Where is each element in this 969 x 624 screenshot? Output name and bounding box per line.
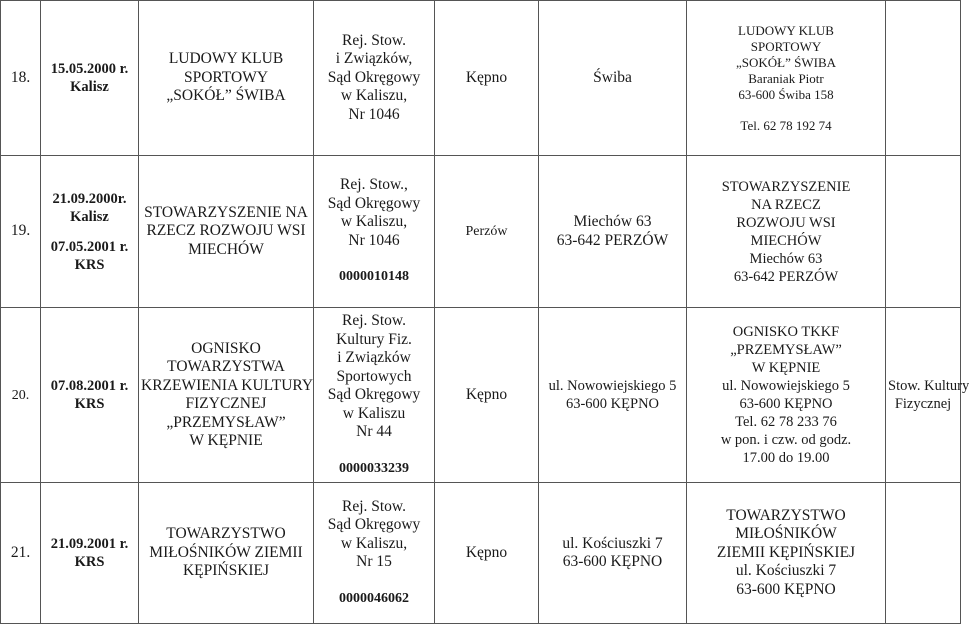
table-row-18 xyxy=(1,1,961,156)
seat-address: Miechów 63 63-642 PERZÓW xyxy=(539,156,687,308)
table-row-21 xyxy=(1,483,961,624)
seat-address: ul. Kościuszki 7 63-600 KĘPNO xyxy=(539,483,687,624)
seat-address: ul. Nowowiejskiego 5 63-600 KĘPNO xyxy=(539,308,687,483)
association-name: OGNISKO TOWARZYSTWA KRZEWIENIA KULTURY FIZYCZNEJ „PRZEMYSŁAW” W KĘPNIE xyxy=(139,308,314,483)
registry-info: Rej. Stow., Sąd Okręgowy w Kaliszu, Nr 1046 0000010148 xyxy=(314,156,435,308)
gmina: Perzów xyxy=(435,156,539,308)
registry-info: Rej. Stow. Sąd Okręgowy w Kaliszu, Nr 15 0000046062 xyxy=(314,483,435,624)
notes xyxy=(886,483,961,624)
board-phone: Tel. 62 78 192 74 xyxy=(740,117,832,133)
association-name: STOWARZYSZENIE NA RZECZ ROZWOJU WSI MIECHÓW xyxy=(139,156,314,308)
board-address: TOWARZYSTWO MIŁOŚNIKÓW ZIEMII KĘPIŃSKIEJ ul. Kościuszki 7 63-600 KĘPNO xyxy=(687,483,886,624)
regon-code: 0000010148 xyxy=(339,269,409,285)
gmina: Kępno xyxy=(435,308,539,483)
registration-date: 07.08.2001 r. KRS xyxy=(41,308,139,483)
row-number: 18. xyxy=(1,1,41,156)
gmina: Kępno xyxy=(435,1,539,156)
row-number: 21. xyxy=(1,483,41,624)
notes xyxy=(886,1,961,156)
seat-address: Świba xyxy=(539,1,687,156)
registration-date: 21.09.2000r. Kalisz 07.05.2001 r. KRS xyxy=(41,156,139,308)
notes xyxy=(886,156,961,308)
row-number: 19. xyxy=(1,156,41,308)
registration-date: 21.09.2001 r. KRS xyxy=(41,483,139,624)
gmina: Kępno xyxy=(435,483,539,624)
registry-info: Rej. Stow. Kultury Fiz. i Związków Sportowych Sąd Okręgowy w Kaliszu Nr 44 0000033239 xyxy=(314,308,435,483)
table-row-19 xyxy=(1,156,961,308)
registration-date: 15.05.2000 r. Kalisz xyxy=(41,1,139,156)
regon-code: 0000046062 xyxy=(339,590,409,606)
board-address: OGNISKO TKKF „PRZEMYSŁAW” W KĘPNIE ul. Nowowiejskiego 5 63-600 KĘPNO Tel. 62 78 233 76 w pon. i czw. od godz. 17.00 do 19.00 xyxy=(687,308,886,483)
registry-info: Rej. Stow. i Związków, Sąd Okręgowy w Kaliszu, Nr 1046 xyxy=(314,1,435,156)
association-name: TOWARZYSTWO MIŁOŚNIKÓW ZIEMII KĘPIŃSKIEJ xyxy=(139,483,314,624)
regon-code: 0000033239 xyxy=(339,460,409,476)
notes: Stow. Kultury Fizycznej xyxy=(886,308,961,483)
row-number: 20. xyxy=(1,308,41,483)
board-address: LUDOWY KLUB SPORTOWY „SOKÓŁ” ŚWIBA Baraniak Piotr 63-600 Świba 158 Tel. 62 78 192 74 xyxy=(687,1,886,156)
table-row-20 xyxy=(1,308,961,483)
association-name: LUDOWY KLUB SPORTOWY „SOKÓŁ” ŚWIBA xyxy=(139,1,314,156)
board-address: STOWARZYSZENIE NA RZECZ ROZWOJU WSI MIECHÓW Miechów 63 63-642 PERZÓW xyxy=(687,156,886,308)
